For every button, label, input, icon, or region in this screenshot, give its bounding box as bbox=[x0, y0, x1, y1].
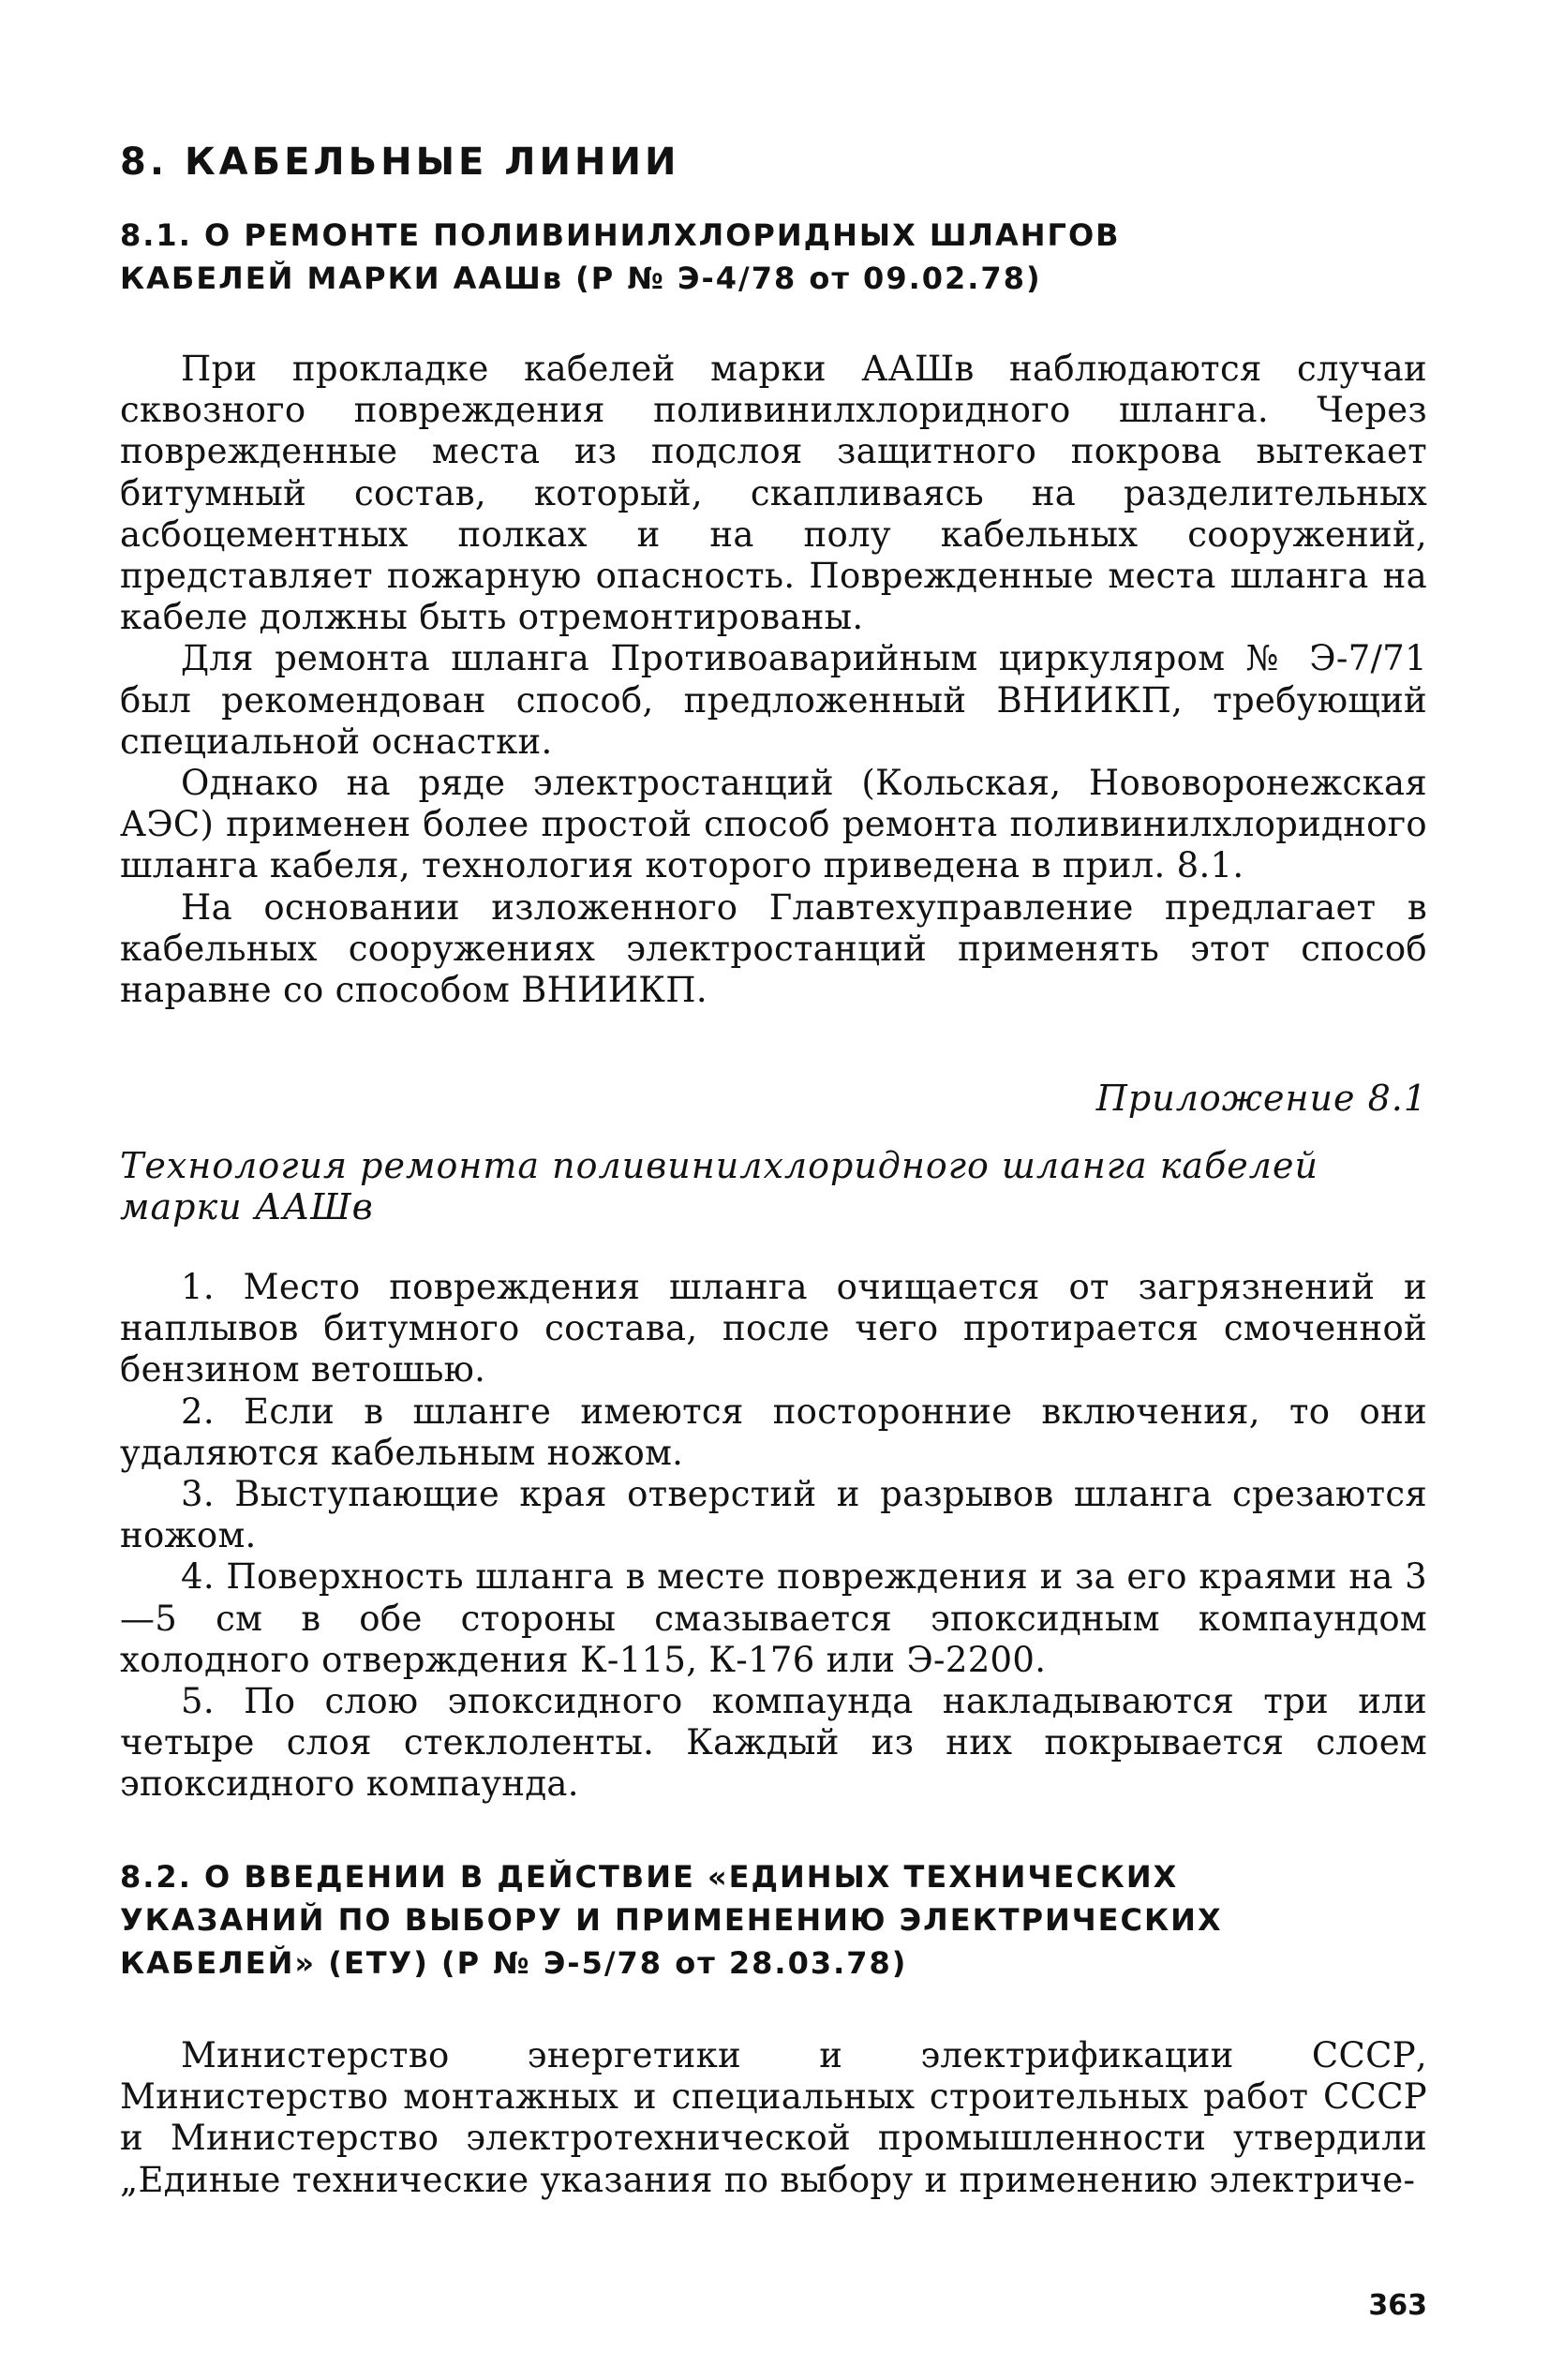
appendix-title-line: Технология ремонта поливинилхлоридного шланга кабелей bbox=[120, 1145, 1318, 1186]
body-paragraph: При прокладке кабелей марки ААШв наблюдаются случаи сквозного повреждения поливинилхлоридного шланга. Через поврежденные места из подслоя защитного покрова вытекает битумный состав, который, скапливаясь на разделительных асбоцементных полках и на полу кабельных сооружений, представляет пожарную опасность. Поврежденные места шланга на кабеле должны быть отремонтированы. bbox=[120, 349, 1427, 638]
section-8-1-heading bbox=[120, 214, 1427, 300]
chapter-title: 8. КАБЕЛЬНЫЕ ЛИНИИ bbox=[120, 141, 680, 184]
section-heading-line: КАБЕЛЕЙ МАРКИ ААШв (Р № Э-4/78 от 09.02.78) bbox=[120, 260, 1042, 296]
section-heading-line: УКАЗАНИЙ ПО ВЫБОРУ И ПРИМЕНЕНИЮ ЭЛЕКТРИЧЕСКИХ bbox=[120, 1902, 1223, 1938]
appendix-steps bbox=[120, 1267, 1427, 1806]
appendix-step: 5. По слою эпоксидного компаунда накладываются три или четыре слоя стеклоленты. Каждый из них покрывается слоем эпоксидного компаунда. bbox=[120, 1681, 1427, 1805]
section-heading-line: 8.1. О РЕМОНТЕ ПОЛИВИНИЛХЛОРИДНЫХ ШЛАНГОВ bbox=[120, 217, 1121, 253]
appendix-step: 1. Место повреждения шланга очищается от загрязнений и наплывов битумного состава, после чего протирается смоченной бензином ветошью. bbox=[120, 1267, 1427, 1391]
appendix-label: Приложение 8.1 bbox=[1095, 1078, 1427, 1119]
body-paragraph: На основании изложенного Главтехуправление предлагает в кабельных сооружениях электростанций применять этот способ наравне со способом ВНИИКП. bbox=[120, 886, 1427, 1011]
appendix-step: 2. Если в шланге имеются посторонние включения, то они удаляются кабельным ножом. bbox=[120, 1391, 1427, 1473]
section-8-2-heading bbox=[120, 1855, 1427, 1985]
body-paragraph: Однако на ряде электростанций (Кольская, Нововоронежская АЭС) применен более простой способ ремонта поливинилхлоридного шланга кабеля, технология которого приведена в прил. 8.1. bbox=[120, 763, 1427, 886]
appendix-step: 3. Выступающие края отверстий и разрывов шланга срезаются ножом. bbox=[120, 1474, 1427, 1556]
page-number: 363 bbox=[1368, 2289, 1427, 2322]
section-heading-line: КАБЕЛЕЙ» (ЕТУ) (Р № Э-5/78 от 28.03.78) bbox=[120, 1945, 908, 1981]
section-heading-line: 8.2. О ВВЕДЕНИИ В ДЕЙСТВИЕ «ЕДИНЫХ ТЕХНИЧЕСКИХ bbox=[120, 1859, 1179, 1895]
section-8-2-body bbox=[120, 2035, 1427, 2201]
appendix-step: 4. Поверхность шланга в месте повреждения и за его краями на 3—5 см в обе стороны смазывается эпоксидным компаундом холодного отверждения К-115, К-176 или Э-2200. bbox=[120, 1556, 1427, 1680]
section-8-1-body bbox=[120, 349, 1427, 1011]
body-paragraph: Для ремонта шланга Противоаварийным циркуляром № Э-7/71 был рекомендован способ, предложенный ВНИИКП, требующий специальной оснастки. bbox=[120, 638, 1427, 762]
appendix-title-line: марки ААШв bbox=[120, 1186, 374, 1227]
appendix-title bbox=[120, 1145, 1427, 1227]
body-paragraph: Министерство энергетики и электрификации СССР, Министерство монтажных и специальных строительных работ СССР и Министерство электротехнической промышленности утвердили „Единые технические указания по выбору и применению электриче- bbox=[120, 2035, 1427, 2200]
